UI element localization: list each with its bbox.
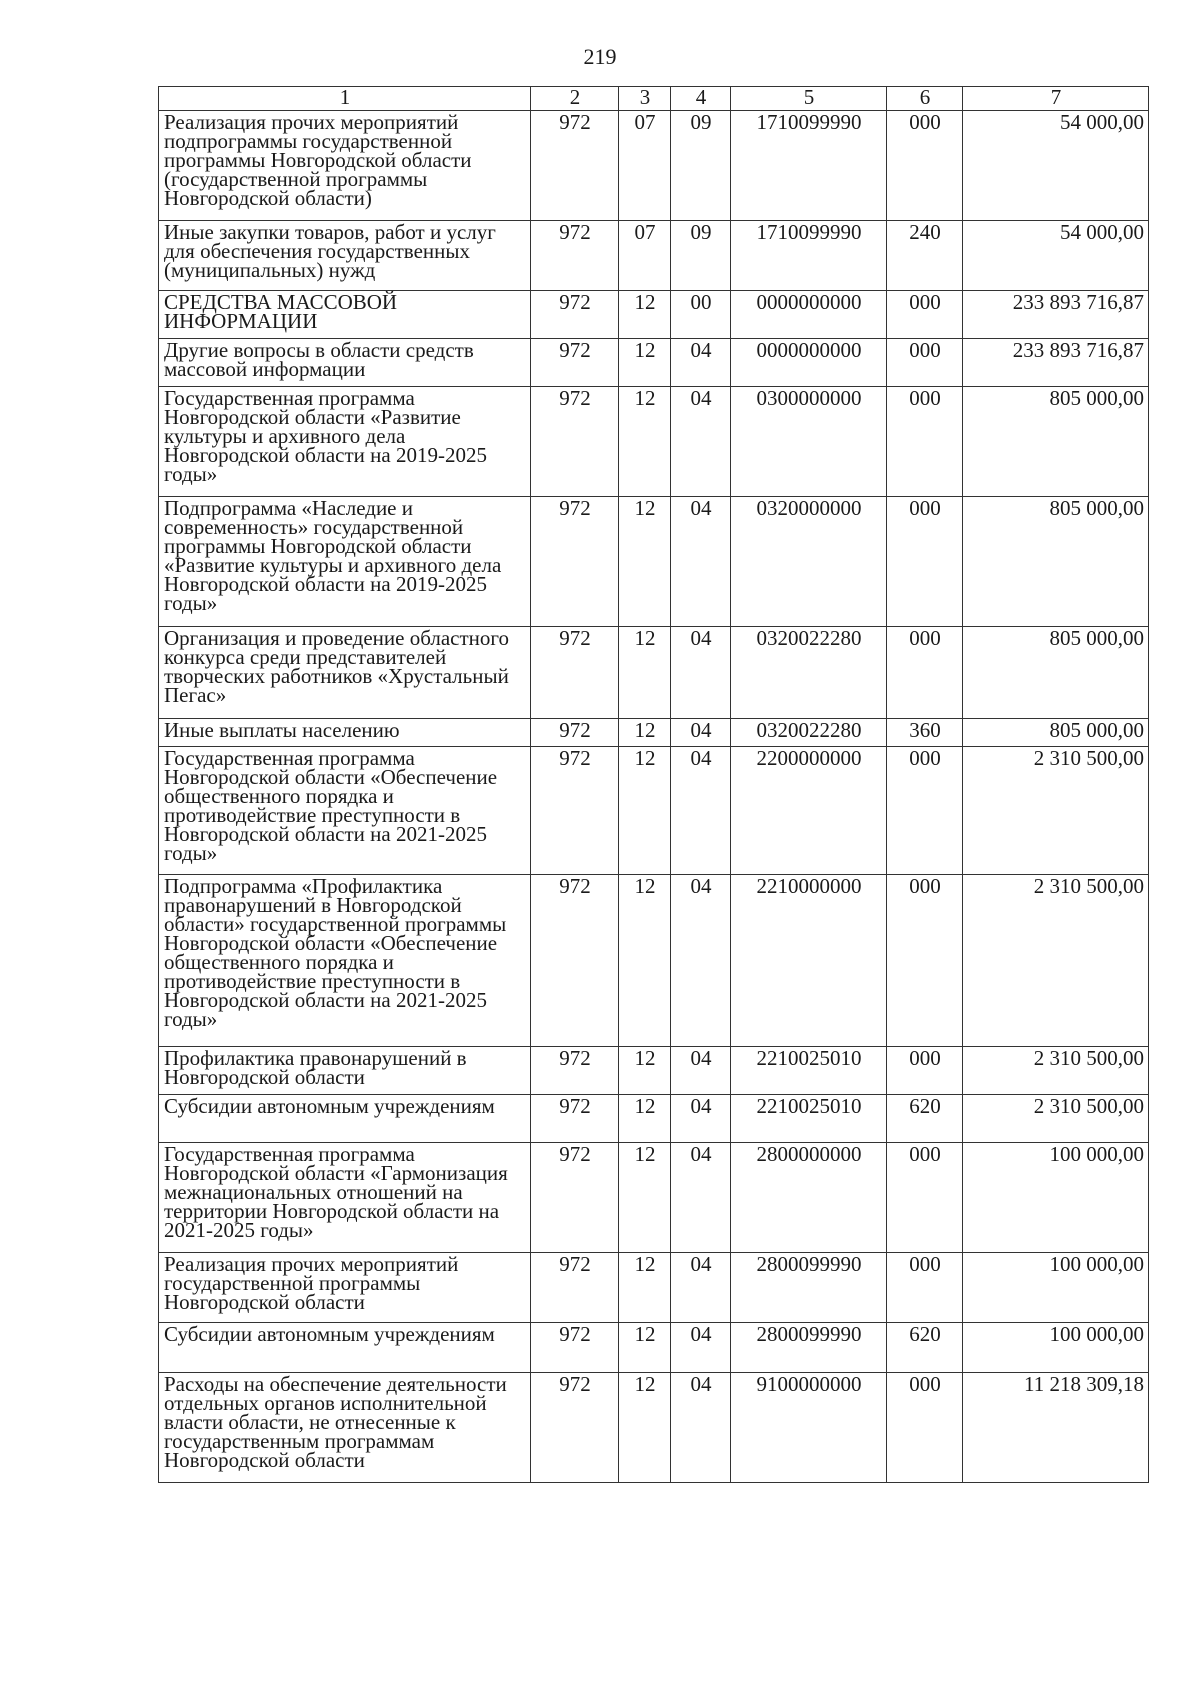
row-name: Реализация прочих мероприятий подпрограммы государственной программы Новгородской области (государственной программы Новгородской области)	[159, 111, 531, 221]
row-name: Иные закупки товаров, работ и услуг для обеспечения государственных (муниципальных) нужд	[159, 221, 531, 291]
table-row	[159, 627, 1149, 719]
row-section-code: 07	[619, 221, 671, 291]
row-target-code: 9100000000	[731, 1373, 887, 1483]
row-target-code: 0000000000	[731, 291, 887, 339]
header-col-1: 1	[159, 87, 531, 111]
header-col-4: 4	[671, 87, 731, 111]
row-expense-type-code: 620	[887, 1095, 963, 1143]
row-expense-type-code: 360	[887, 719, 963, 747]
row-section-code: 12	[619, 1143, 671, 1253]
row-section-code: 12	[619, 339, 671, 387]
row-subsection-code: 04	[671, 497, 731, 627]
row-name: СРЕДСТВА МАССОВОЙ ИНФОРМАЦИИ	[159, 291, 531, 339]
row-section-code: 12	[619, 1323, 671, 1373]
row-name: Подпрограмма «Профилактика правонарушений в Новгородской области» государственной программы Новгородской области «Обеспечение общественного порядка и противодействие преступности в Новгородской области на 2021-2025 годы»	[159, 875, 531, 1047]
row-ministry-code: 972	[531, 1373, 619, 1483]
row-expense-type-code: 000	[887, 1253, 963, 1323]
row-target-code: 1710099990	[731, 221, 887, 291]
row-subsection-code: 04	[671, 387, 731, 497]
row-amount: 805 000,00	[963, 627, 1149, 719]
row-target-code: 2800099990	[731, 1253, 887, 1323]
row-name: Подпрограмма «Наследие и современность» государственной программы Новгородской области «Развитие культуры и архивного дела Новгородской области на 2019-2025 годы»	[159, 497, 531, 627]
table-row	[159, 1323, 1149, 1373]
row-section-code: 12	[619, 719, 671, 747]
row-section-code: 12	[619, 1095, 671, 1143]
header-col-6: 6	[887, 87, 963, 111]
row-subsection-code: 04	[671, 339, 731, 387]
table-row	[159, 1373, 1149, 1483]
header-row	[159, 87, 1149, 111]
row-section-code: 12	[619, 1373, 671, 1483]
table-row	[159, 221, 1149, 291]
row-ministry-code: 972	[531, 875, 619, 1047]
row-target-code: 0300000000	[731, 387, 887, 497]
row-amount: 100 000,00	[963, 1143, 1149, 1253]
header-col-3: 3	[619, 87, 671, 111]
row-ministry-code: 972	[531, 627, 619, 719]
row-target-code: 2210025010	[731, 1095, 887, 1143]
row-subsection-code: 04	[671, 1253, 731, 1323]
row-amount: 100 000,00	[963, 1253, 1149, 1323]
row-name: Государственная программа Новгородской области «Развитие культуры и архивного дела Новгородской области на 2019-2025 годы»	[159, 387, 531, 497]
row-expense-type-code: 000	[887, 627, 963, 719]
row-subsection-code: 04	[671, 1095, 731, 1143]
row-target-code: 0000000000	[731, 339, 887, 387]
row-name: Реализация прочих мероприятий государственной программы Новгородской области	[159, 1253, 531, 1323]
row-expense-type-code: 000	[887, 747, 963, 875]
table-row	[159, 291, 1149, 339]
row-name: Организация и проведение областного конкурса среди представителей творческих работников «Хрустальный Пегас»	[159, 627, 531, 719]
row-expense-type-code: 240	[887, 221, 963, 291]
row-section-code: 12	[619, 627, 671, 719]
row-expense-type-code: 000	[887, 875, 963, 1047]
row-target-code: 2210000000	[731, 875, 887, 1047]
row-expense-type-code: 000	[887, 497, 963, 627]
row-section-code: 07	[619, 111, 671, 221]
row-amount: 2 310 500,00	[963, 875, 1149, 1047]
header-col-5: 5	[731, 87, 887, 111]
row-name: Субсидии автономным учреждениям	[159, 1323, 531, 1373]
header-col-7: 7	[963, 87, 1149, 111]
row-section-code: 12	[619, 747, 671, 875]
row-target-code: 2800000000	[731, 1143, 887, 1253]
row-target-code: 0320022280	[731, 719, 887, 747]
header-col-2: 2	[531, 87, 619, 111]
row-amount: 11 218 309,18	[963, 1373, 1149, 1483]
row-target-code: 0320022280	[731, 627, 887, 719]
row-subsection-code: 09	[671, 221, 731, 291]
row-ministry-code: 972	[531, 387, 619, 497]
table-row	[159, 1143, 1149, 1253]
table-row	[159, 747, 1149, 875]
row-ministry-code: 972	[531, 1143, 619, 1253]
row-expense-type-code: 000	[887, 111, 963, 221]
row-ministry-code: 972	[531, 1095, 619, 1143]
row-section-code: 12	[619, 1253, 671, 1323]
row-section-code: 12	[619, 497, 671, 627]
row-ministry-code: 972	[531, 1253, 619, 1323]
row-name: Субсидии автономным учреждениям	[159, 1095, 531, 1143]
row-ministry-code: 972	[531, 111, 619, 221]
table-row	[159, 387, 1149, 497]
table-row	[159, 497, 1149, 627]
table-row	[159, 1047, 1149, 1095]
row-expense-type-code: 000	[887, 339, 963, 387]
row-expense-type-code: 000	[887, 1047, 963, 1095]
row-amount: 805 000,00	[963, 387, 1149, 497]
row-subsection-code: 04	[671, 627, 731, 719]
row-expense-type-code: 620	[887, 1323, 963, 1373]
row-section-code: 12	[619, 387, 671, 497]
row-name: Иные выплаты населению	[159, 719, 531, 747]
row-ministry-code: 972	[531, 497, 619, 627]
row-subsection-code: 04	[671, 1373, 731, 1483]
row-expense-type-code: 000	[887, 1373, 963, 1483]
row-amount: 100 000,00	[963, 1323, 1149, 1373]
row-ministry-code: 972	[531, 719, 619, 747]
row-subsection-code: 04	[671, 875, 731, 1047]
page-number: 219	[583, 44, 617, 69]
row-amount: 2 310 500,00	[963, 747, 1149, 875]
table-row	[159, 339, 1149, 387]
row-name: Государственная программа Новгородской области «Гармонизация межнациональных отношений на территории Новгородской области на 2021-2025 годы»	[159, 1143, 531, 1253]
row-name: Профилактика правонарушений в Новгородской области	[159, 1047, 531, 1095]
row-target-code: 2800099990	[731, 1323, 887, 1373]
row-name: Расходы на обеспечение деятельности отдельных органов исполнительной власти области, не отнесенные к государственным программам Новгородской области	[159, 1373, 531, 1483]
row-subsection-code: 00	[671, 291, 731, 339]
table-row	[159, 1095, 1149, 1143]
row-target-code: 2200000000	[731, 747, 887, 875]
row-expense-type-code: 000	[887, 291, 963, 339]
row-name: Другие вопросы в области средств массовой информации	[159, 339, 531, 387]
row-name: Государственная программа Новгородской области «Обеспечение общественного порядка и противодействие преступности в Новгородской области на 2021-2025 годы»	[159, 747, 531, 875]
row-target-code: 1710099990	[731, 111, 887, 221]
row-ministry-code: 972	[531, 291, 619, 339]
table-row	[159, 719, 1149, 747]
row-amount: 54 000,00	[963, 221, 1149, 291]
row-expense-type-code: 000	[887, 1143, 963, 1253]
row-subsection-code: 04	[671, 1047, 731, 1095]
row-target-code: 0320000000	[731, 497, 887, 627]
row-subsection-code: 04	[671, 747, 731, 875]
row-ministry-code: 972	[531, 339, 619, 387]
row-ministry-code: 972	[531, 1323, 619, 1373]
row-amount: 805 000,00	[963, 497, 1149, 627]
table-row	[159, 875, 1149, 1047]
row-target-code: 2210025010	[731, 1047, 887, 1095]
row-section-code: 12	[619, 875, 671, 1047]
row-section-code: 12	[619, 291, 671, 339]
row-expense-type-code: 000	[887, 387, 963, 497]
row-amount: 233 893 716,87	[963, 291, 1149, 339]
table-row	[159, 111, 1149, 221]
row-amount: 805 000,00	[963, 719, 1149, 747]
table-row	[159, 1253, 1149, 1323]
row-amount: 2 310 500,00	[963, 1095, 1149, 1143]
row-ministry-code: 972	[531, 747, 619, 875]
row-subsection-code: 09	[671, 111, 731, 221]
row-subsection-code: 04	[671, 1143, 731, 1253]
row-section-code: 12	[619, 1047, 671, 1095]
budget-table	[158, 86, 1149, 1483]
row-subsection-code: 04	[671, 1323, 731, 1373]
row-amount: 54 000,00	[963, 111, 1149, 221]
row-amount: 2 310 500,00	[963, 1047, 1149, 1095]
row-ministry-code: 972	[531, 1047, 619, 1095]
row-subsection-code: 04	[671, 719, 731, 747]
row-ministry-code: 972	[531, 221, 619, 291]
row-amount: 233 893 716,87	[963, 339, 1149, 387]
